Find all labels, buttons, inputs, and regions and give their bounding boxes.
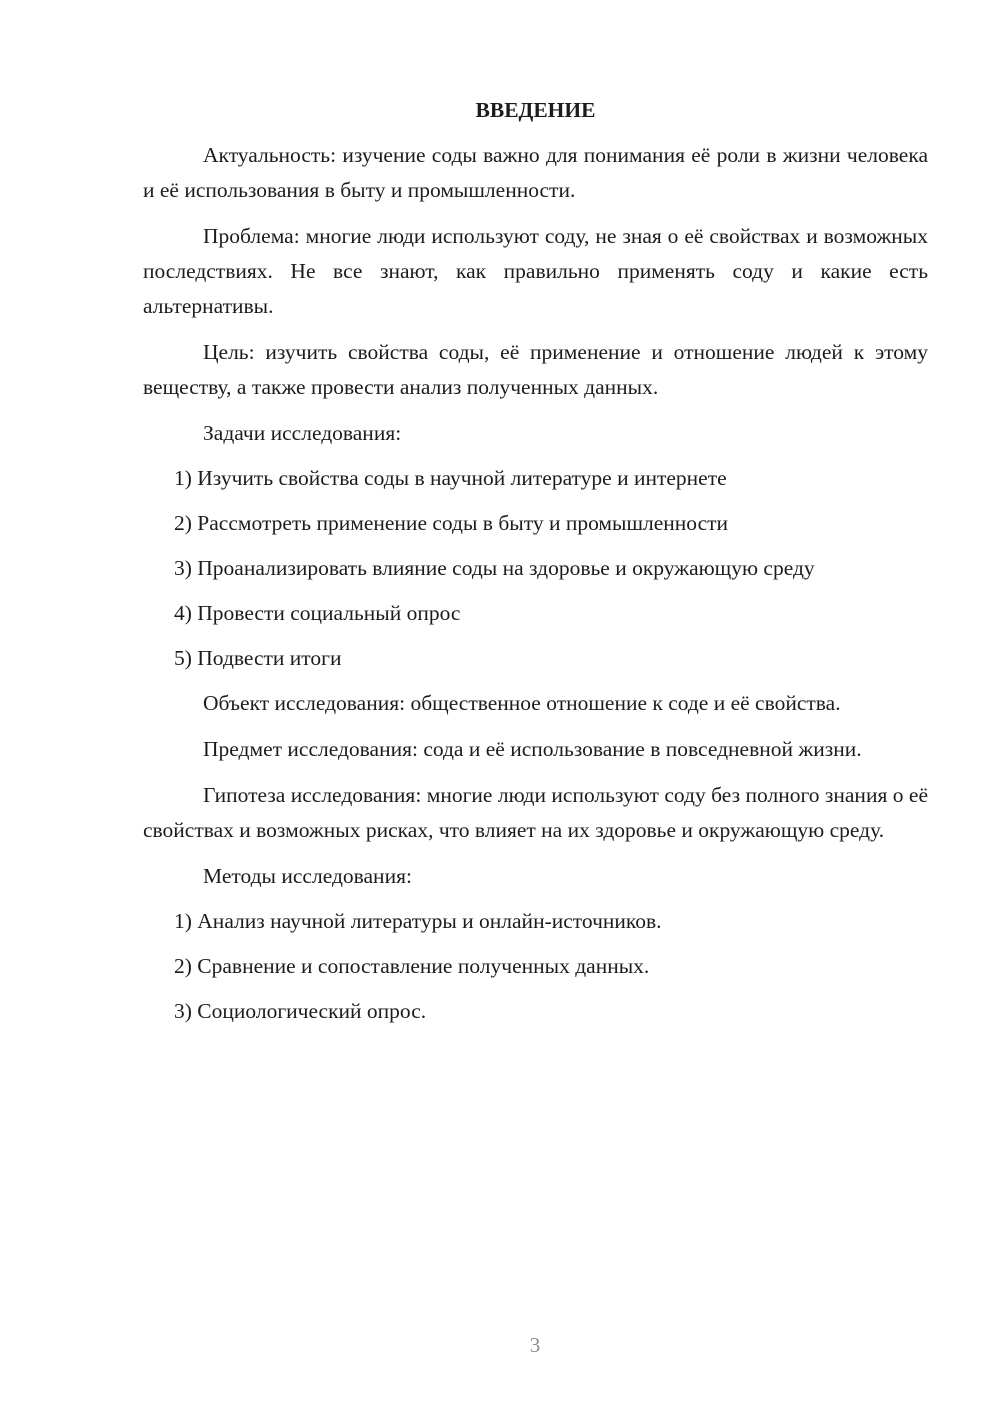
hypothesis-paragraph: Гипотеза исследования: многие люди используют соду без полного знания о её свойствах и возможных рисках, что влияет на их здоровье и окружающую среду. [143, 783, 928, 842]
page-content [143, 93, 928, 1039]
task-item-5: 5) Подвести итоги [174, 646, 342, 670]
task-item-1: 1) Изучить свойства соды в научной литературе и интернете [174, 466, 727, 490]
goal-paragraph: Цель: изучить свойства соды, её применение и отношение людей к этому веществу, а также провести анализ полученных данных. [143, 340, 928, 399]
problem-paragraph: Проблема: многие люди используют соду, не зная о её свойствах и возможных последствиях. Не все знают, как правильно применять соду и какие есть альтернативы. [143, 224, 928, 318]
object-paragraph: Объект исследования: общественное отношение к соде и её свойства. [203, 691, 841, 715]
task-item-2: 2) Рассмотреть применение соды в быту и промышленности [174, 511, 729, 535]
method-item-2: 2) Сравнение и сопоставление полученных данных. [174, 954, 650, 978]
tasks-list [143, 461, 928, 676]
tasks-heading: Задачи исследования: [203, 421, 402, 445]
relevance-paragraph: Актуальность: изучение соды важно для понимания её роли в жизни человека и её использования в быту и промышленности. [143, 143, 928, 202]
method-item-3: 3) Социологический опрос. [174, 999, 427, 1023]
task-item-4: 4) Провести социальный опрос [174, 601, 461, 625]
methods-list [143, 904, 928, 1029]
task-item-3: 3) Проанализировать влияние соды на здоровье и окружающую среду [174, 556, 815, 580]
subject-paragraph: Предмет исследования: сода и её использование в повседневной жизни. [203, 737, 862, 761]
method-item-1: 1) Анализ научной литературы и онлайн-источников. [174, 909, 662, 933]
section-title: ВВЕДЕНИЕ [475, 98, 596, 122]
page-number: 3 [529, 1333, 541, 1357]
methods-heading: Методы исследования: [203, 864, 412, 888]
